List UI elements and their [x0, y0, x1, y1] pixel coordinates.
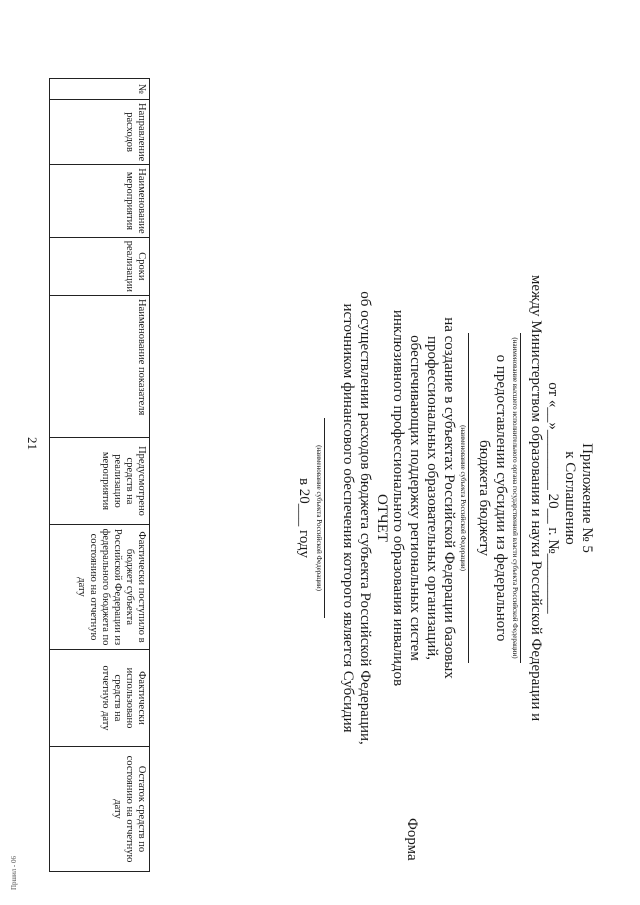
purpose-line-3: обеспечивающих поддержку региональных систем — [407, 335, 423, 661]
purpose-line-2: профессиональных образовательных организаций, — [424, 335, 440, 661]
report-table — [49, 78, 150, 872]
header-cell: Фактически поступило в бюджет субъекта Российской Федерации из федерального бюджета по состоянию на отчетную дату — [50, 525, 150, 650]
agreement-ref: к Соглашению — [562, 451, 578, 545]
subsidy-line-1: о предоставлении субсидии из федерального — [493, 354, 509, 642]
purpose-line-1: на создание в субъектах Российской Федерации базовых — [441, 317, 457, 679]
appendix-header — [389, 178, 595, 818]
header-cell: № — [50, 79, 150, 100]
report-year-line: в 20___ году — [296, 477, 312, 559]
report-subject-caption: (наименование субъекта Российской Федерации) — [315, 418, 325, 618]
footer-mark: Пршил - 06 — [10, 855, 18, 890]
header-cell: Наименование мероприятия — [50, 165, 150, 237]
subject-caption: (наименование субъекта Российской Федерации) — [459, 333, 469, 663]
header-cell: Предусмотрено средств на реализацию мероприятия — [50, 438, 150, 525]
report-line-2: источником финансового обеспечения которого является Субсидия — [340, 303, 356, 733]
report-line-1: об осуществлении расходов бюджета субъекта Российской Федерации, — [357, 291, 373, 745]
executive-caption: (наименование высшего исполнительного органа государственной власти субъекта Российской Федерации) — [511, 333, 521, 663]
header-cell: Наименование показателя — [50, 296, 150, 438]
form-label: Форма — [404, 818, 420, 861]
appendix-title: Приложение № 5 — [579, 443, 595, 553]
report-title: ОТЧЕТ — [374, 493, 390, 543]
date-line: от «__»________ 20__ г. №________ — [545, 382, 561, 614]
between-line: между Министерством образования и науки Российской Федерации и — [528, 274, 544, 722]
report-title-block — [295, 238, 390, 798]
table-header-row — [50, 79, 150, 872]
header-cell: Направление расходов — [50, 100, 150, 165]
header-cell: Сроки реализации — [50, 237, 150, 295]
header-cell: Фактически использовано средств на отчетную дату — [50, 650, 150, 747]
header-cell: Остаток средств по состоянию на отчетную дату — [50, 747, 150, 872]
page-number: 21 — [25, 437, 40, 450]
purpose-line-4: инклюзивного профессионального образования инвалидов — [390, 309, 406, 687]
rotated-sheet — [50, 18, 595, 878]
subsidy-line-2: бюджета бюджету — [476, 439, 492, 557]
